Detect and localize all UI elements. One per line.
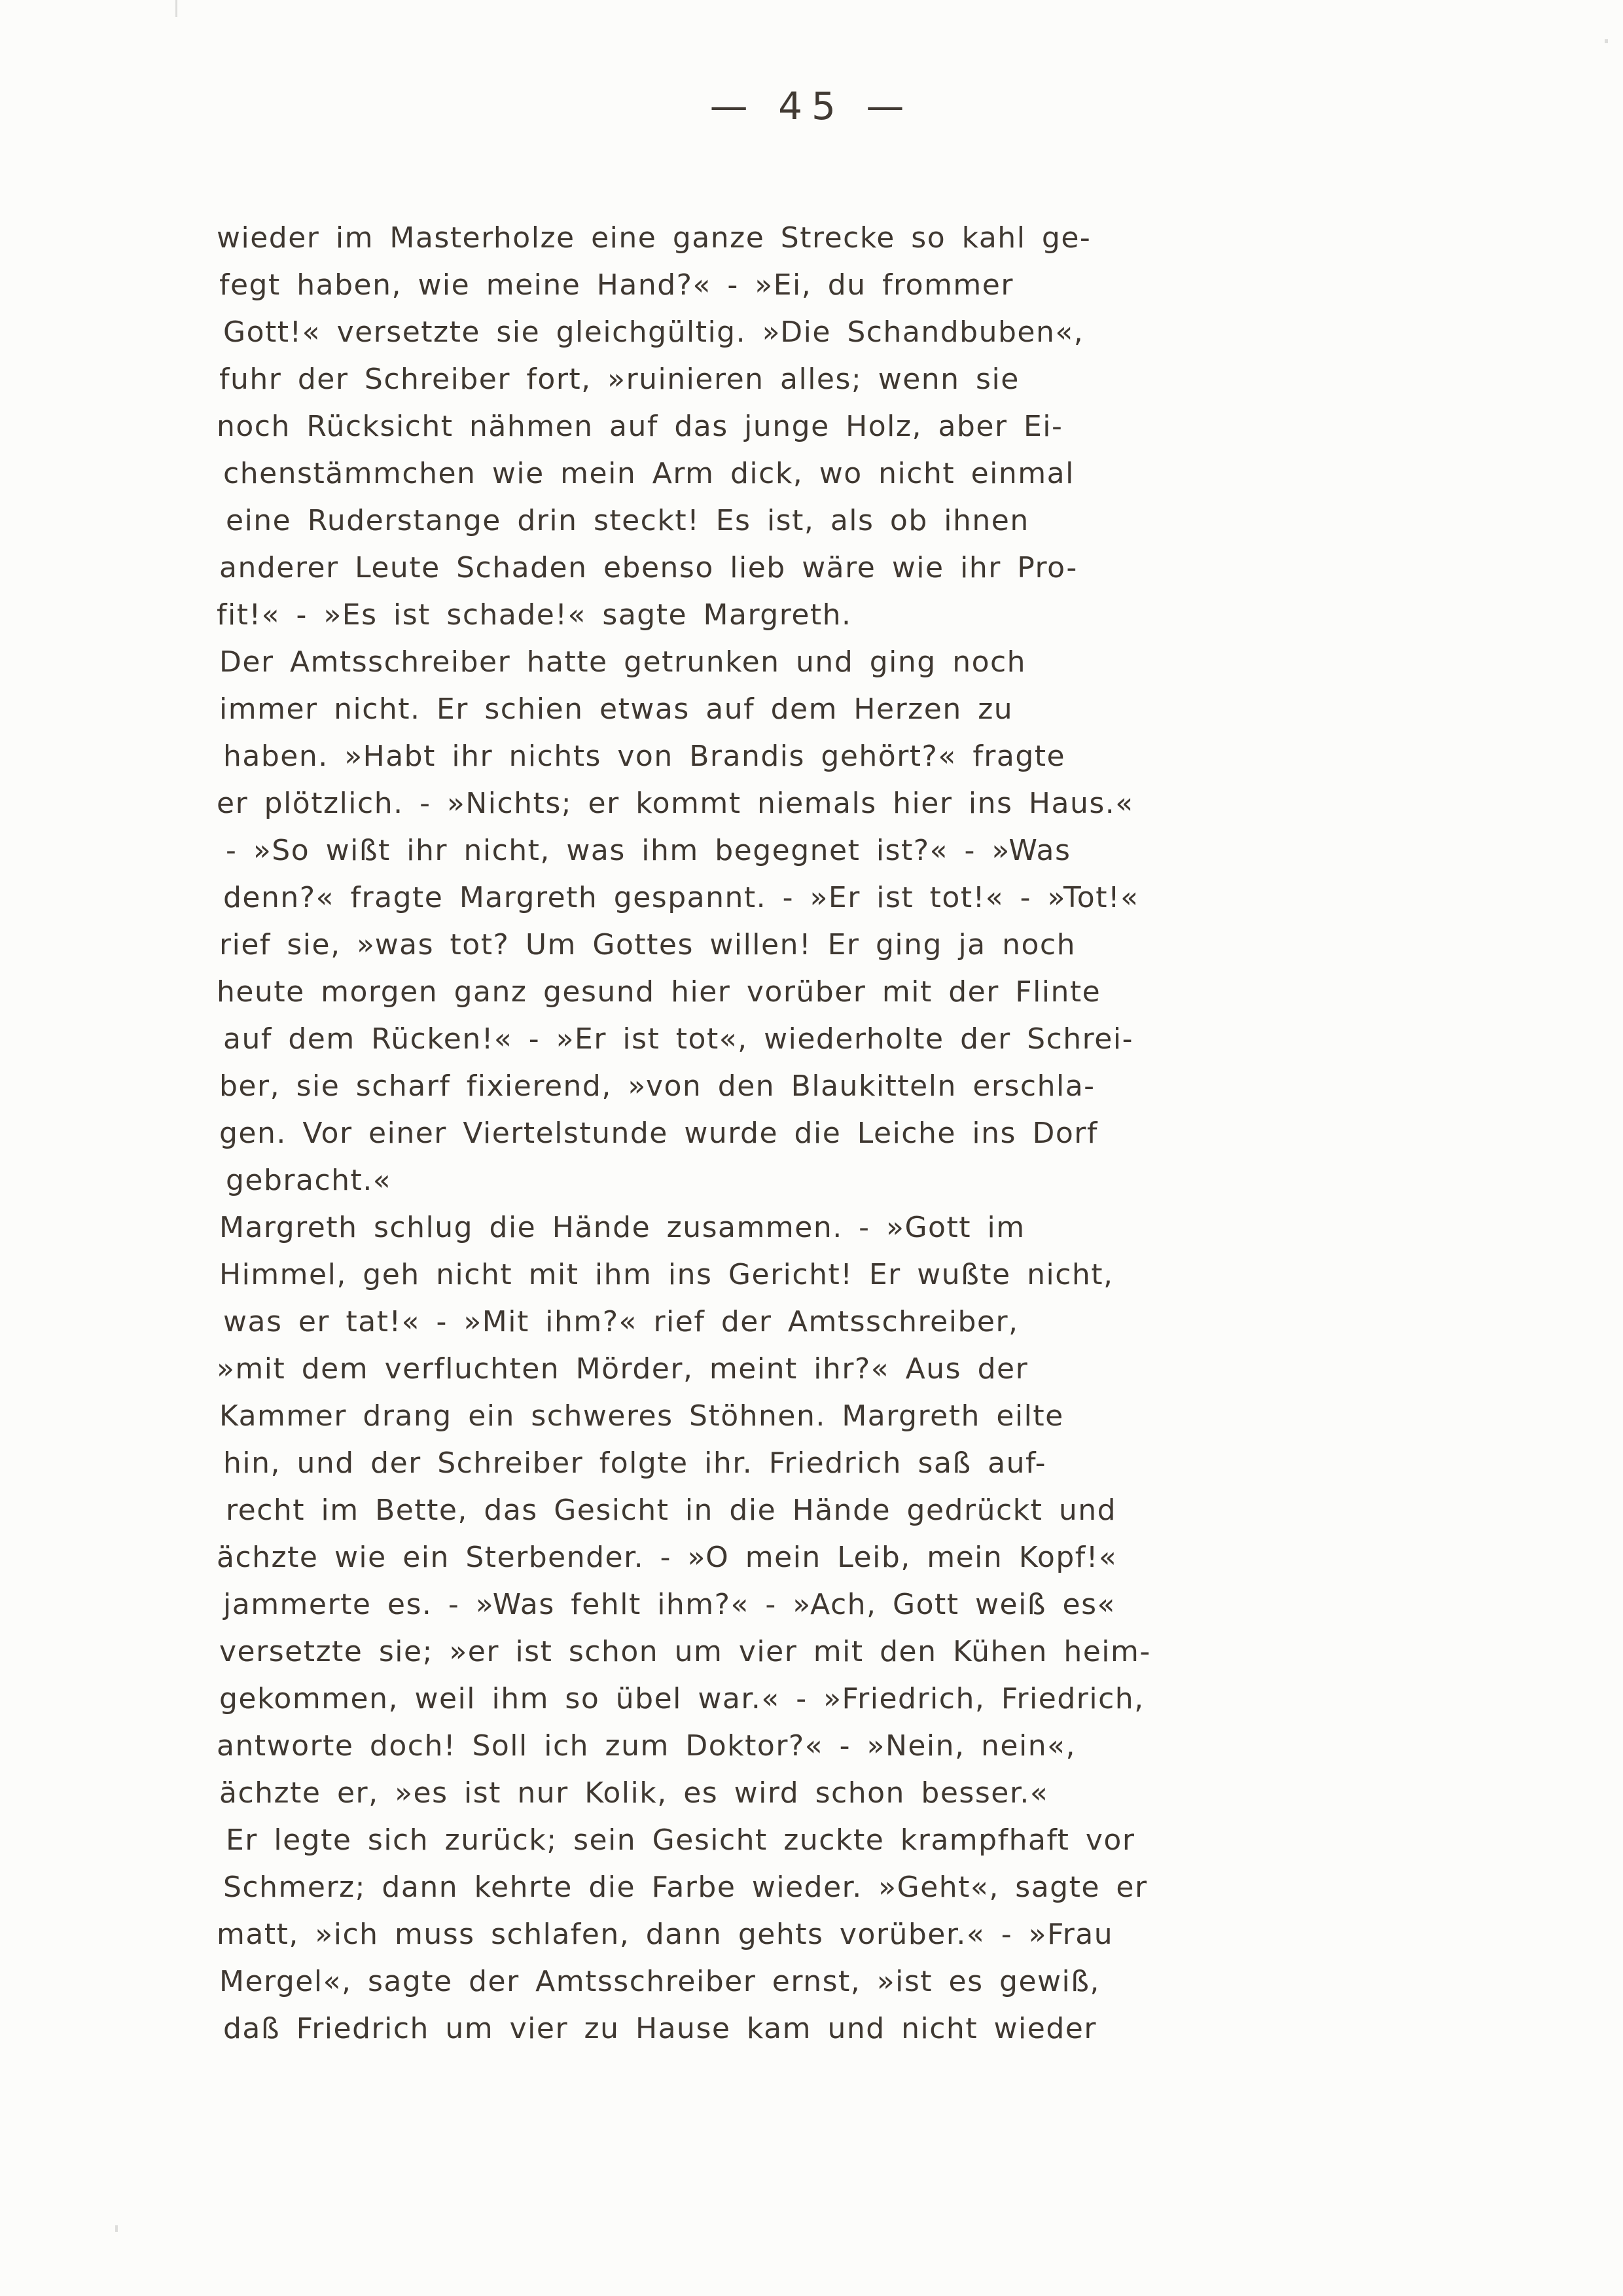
text-line: anderer Leute Schaden ebenso lieb wäre wie ihr Pro- bbox=[219, 551, 1078, 584]
text-line: ber, sie scharf fixierend, »von den Blaukitteln erschla- bbox=[219, 1069, 1096, 1103]
text-line: Gott!« versetzte sie gleichgültig. »Die Schandbuben«, bbox=[223, 315, 1084, 349]
text-line: Margreth schlug die Hände zusammen. - »Gott im bbox=[219, 1211, 1026, 1244]
text-line: haben. »Habt ihr nichts von Brandis gehört?« fragte bbox=[223, 740, 1066, 773]
text-line: antworte doch! Soll ich zum Doktor?« - »Nein, nein«, bbox=[217, 1729, 1076, 1763]
text-line: denn?« fragte Margreth gespannt. - »Er ist tot!« - »Tot!« bbox=[223, 881, 1139, 914]
text-line: fuhr der Schreiber fort, »ruinieren alles; wenn sie bbox=[219, 363, 1020, 396]
text-line: Der Amtsschreiber hatte getrunken und ging noch bbox=[219, 645, 1027, 679]
page-number: — 45 — bbox=[709, 84, 914, 128]
text-line: jammerte es. - »Was fehlt ihm?« - »Ach, Gott weiß es« bbox=[223, 1588, 1116, 1621]
text-line: Schmerz; dann kehrte die Farbe wieder. »Geht«, sagte er bbox=[223, 1871, 1148, 1904]
text-line: auf dem Rücken!« - »Er ist tot«, wiederholte der Schrei- bbox=[223, 1022, 1133, 1056]
text-line: gen. Vor einer Viertelstunde wurde die Leiche ins Dorf bbox=[219, 1117, 1098, 1150]
text-line: matt, »ich muss schlafen, dann gehts vorüber.« - »Frau bbox=[217, 1918, 1114, 1951]
text-line: rief sie, »was tot? Um Gottes willen! Er ging ja noch bbox=[219, 928, 1077, 961]
scan-artifact bbox=[175, 0, 177, 17]
text-line: immer nicht. Er schien etwas auf dem Herzen zu bbox=[219, 692, 1014, 726]
text-line: Er legte sich zurück; sein Gesicht zuckte krampfhaft vor bbox=[226, 1823, 1135, 1857]
text-line: gebracht.« bbox=[226, 1164, 392, 1197]
text-line: hin, und der Schreiber folgte ihr. Friedrich saß auf- bbox=[223, 1446, 1046, 1480]
text-line: ächzte wie ein Sterbender. - »O mein Leib, mein Kopf!« bbox=[217, 1541, 1118, 1574]
text-line: »mit dem verfluchten Mörder, meint ihr?« Aus der bbox=[217, 1352, 1029, 1386]
text-line: versetzte sie; »er ist schon um vier mit den Kühen heim- bbox=[219, 1635, 1151, 1668]
text-line: noch Rücksicht nähmen auf das junge Holz, aber Ei- bbox=[217, 410, 1063, 443]
text-line: Mergel«, sagte der Amtsschreiber ernst, »ist es gewiß, bbox=[219, 1965, 1100, 1998]
text-line: was er tat!« - »Mit ihm?« rief der Amtsschreiber, bbox=[223, 1305, 1019, 1338]
text-line: ächzte er, »es ist nur Kolik, es wird schon besser.« bbox=[219, 1776, 1049, 1810]
text-line: chenstämmchen wie mein Arm dick, wo nicht einmal bbox=[223, 457, 1075, 490]
text-line: daß Friedrich um vier zu Hause kam und nicht wieder bbox=[223, 2012, 1097, 2045]
text-line: heute morgen ganz gesund hier vorüber mit der Flinte bbox=[217, 975, 1101, 1009]
text-line: - »So wißt ihr nicht, was ihm begegnet ist?« - »Was bbox=[226, 834, 1071, 867]
scan-artifact bbox=[115, 2225, 118, 2232]
text-line: Himmel, geh nicht mit ihm ins Gericht! Er wußte nicht, bbox=[219, 1258, 1114, 1291]
text-line: er plötzlich. - »Nichts; er kommt niemals hier ins Haus.« bbox=[217, 787, 1134, 820]
text-line: Kammer drang ein schweres Stöhnen. Margreth eilte bbox=[219, 1399, 1064, 1433]
text-line: wieder im Masterholze eine ganze Strecke so kahl ge- bbox=[217, 221, 1092, 255]
text-line: fegt haben, wie meine Hand?« - »Ei, du frommer bbox=[219, 268, 1014, 302]
text-line: gekommen, weil ihm so übel war.« - »Friedrich, Friedrich, bbox=[219, 1682, 1145, 1715]
text-line: recht im Bette, das Gesicht in die Hände gedrückt und bbox=[226, 1494, 1117, 1527]
scan-artifact bbox=[1605, 39, 1608, 43]
text-line: fit!« - »Es ist schade!« sagte Margreth. bbox=[217, 598, 852, 632]
text-line: eine Ruderstange drin steckt! Es ist, als ob ihnen bbox=[226, 504, 1029, 537]
handwritten-text-block bbox=[219, 215, 1404, 2053]
